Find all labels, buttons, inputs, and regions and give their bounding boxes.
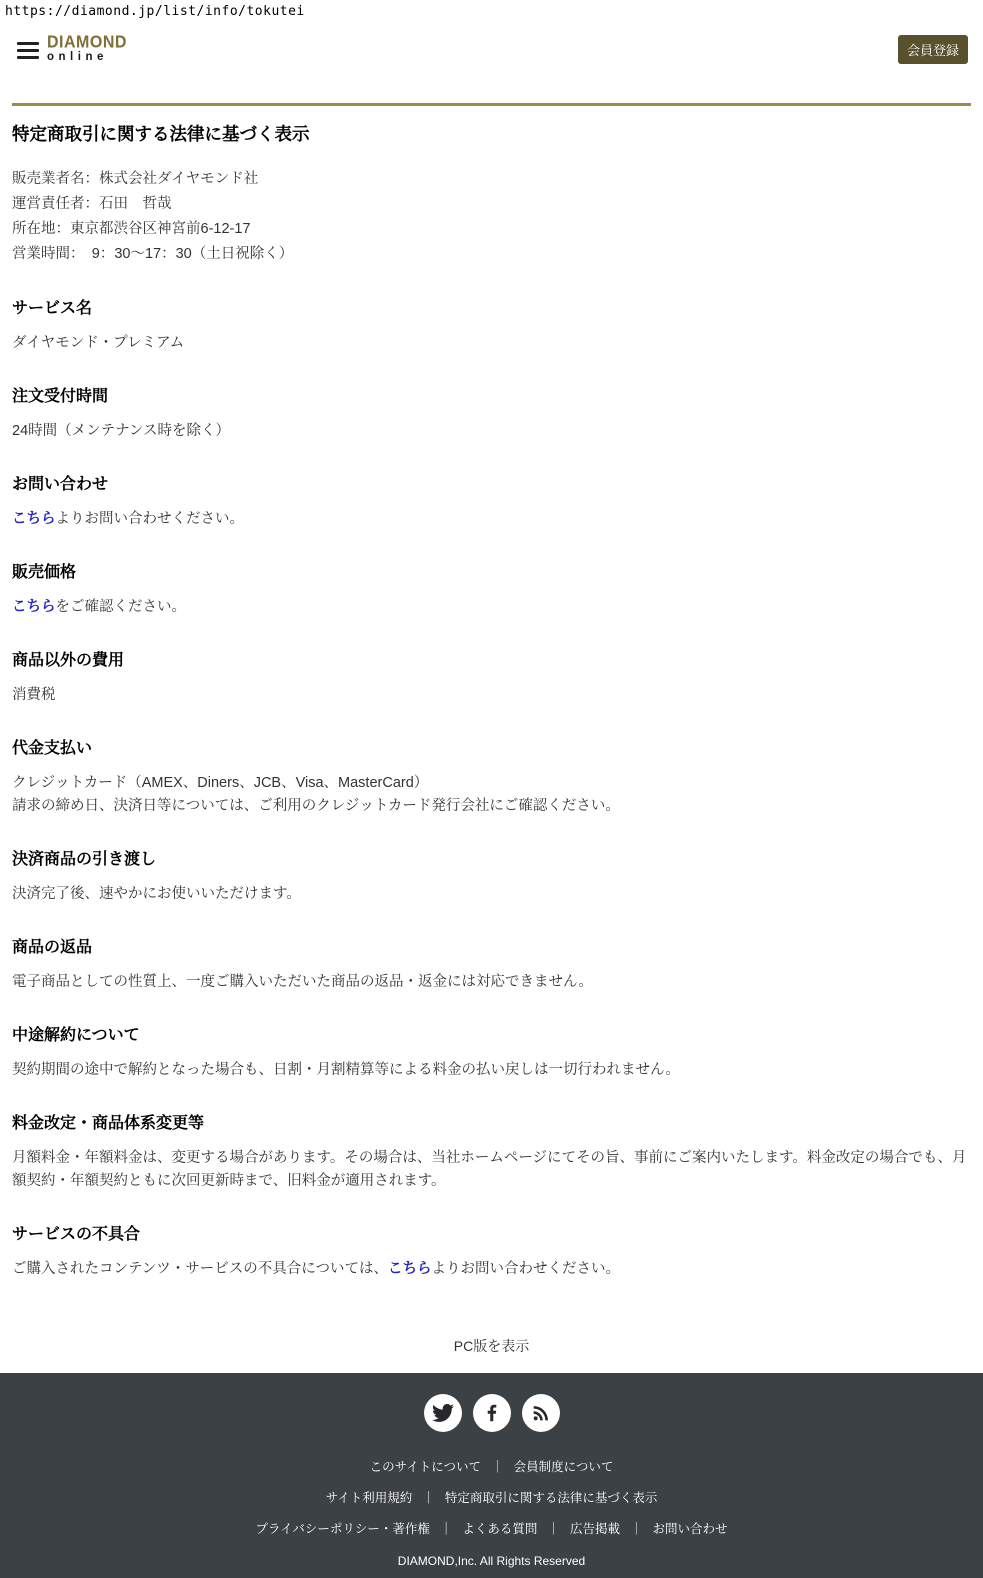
section-body: 消費税 — [12, 687, 56, 703]
footer-separator: ｜ — [491, 1460, 504, 1474]
section-body — [12, 508, 971, 531]
company-info-block — [12, 167, 971, 267]
footer-links-row2 — [0, 1488, 983, 1506]
pc-version-link[interactable]: PC版を表示 — [453, 1338, 530, 1354]
seller-name: 販売業者名：株式会社ダイヤモンド社 — [12, 171, 259, 187]
twitter-icon — [432, 1402, 454, 1424]
section-contact — [12, 471, 971, 531]
social-icons-row — [0, 1394, 983, 1432]
member-register-button[interactable]: 会員登録 — [898, 35, 968, 64]
section-heading: お問い合わせ — [12, 476, 109, 493]
hamburger-menu-icon[interactable] — [17, 38, 39, 63]
footer-separator: ｜ — [547, 1522, 560, 1536]
section-heading: 注文受付時間 — [12, 388, 109, 405]
rss-icon — [530, 1402, 552, 1424]
section-body — [12, 596, 971, 619]
section-extra-fees — [12, 647, 971, 707]
section-heading: 商品以外の費用 — [12, 652, 125, 669]
section-heading: 中途解約について — [12, 1027, 140, 1044]
logo-text-online: online — [47, 51, 108, 64]
diamond-online-logo[interactable] — [47, 35, 127, 64]
footer-separator: ｜ — [439, 1522, 453, 1536]
section-body — [12, 1258, 971, 1281]
section-service-name — [12, 295, 971, 355]
section-heading: 料金改定・商品体系変更等 — [12, 1115, 205, 1132]
section-cancellation — [12, 1022, 971, 1082]
footer-link-contact[interactable]: お問い合わせ — [652, 1522, 728, 1536]
footer-link-tokutei[interactable]: 特定商取引に関する法律に基づく表示 — [444, 1491, 658, 1505]
section-order-hours — [12, 383, 971, 443]
site-footer — [0, 1373, 983, 1578]
footer-links-row3 — [0, 1519, 983, 1537]
footer-separator: ｜ — [422, 1491, 435, 1505]
hamburger-bar — [17, 42, 39, 45]
section-heading: 代金支払い — [12, 740, 93, 757]
footer-link-faq[interactable]: よくある質問 — [462, 1522, 538, 1536]
section-heading: 販売価格 — [12, 564, 77, 581]
section-body — [12, 772, 971, 818]
footer-link-membership[interactable]: 会員制度について — [513, 1460, 614, 1474]
footer-links — [0, 1457, 983, 1537]
facebook-icon — [481, 1402, 503, 1424]
section-payment — [12, 735, 971, 818]
facebook-link[interactable] — [473, 1394, 511, 1432]
logo-text-diamond: DIAMOND — [47, 33, 127, 53]
contact-kochira-link[interactable]: こちら — [12, 511, 56, 527]
gold-divider — [12, 103, 971, 106]
section-body: 電子商品としての性質上、一度ご購入いただいた商品の返品・返金には対応できません。 — [12, 974, 593, 990]
defects-before-text: ご購入されたコンテンツ・サービスの不具合については、 — [12, 1261, 388, 1277]
footer-link-terms[interactable]: サイト利用規約 — [325, 1491, 413, 1505]
section-body: 24時間（メンテナンス時を除く） — [12, 423, 230, 439]
rss-link[interactable] — [522, 1394, 560, 1432]
section-body: 月額料金・年額料金は、変更する場合があります。その場合は、当社ホームページにてその旨、事前にご案内いたします。料金改定の場合でも、月額契約・年額契約ともに次回更新時まで、旧料金が適用されます。 — [12, 1150, 967, 1189]
page-title: 特定商取引に関する法律に基づく表示 — [12, 124, 310, 144]
section-body-text: をご確認ください。 — [55, 599, 186, 615]
price-kochira-link[interactable]: こちら — [12, 599, 56, 615]
section-body: ダイヤモンド・プレミアム — [12, 335, 185, 351]
defects-after-text: よりお問い合わせください。 — [431, 1261, 620, 1277]
section-body-text: よりお問い合わせください。 — [55, 511, 244, 527]
address: 所在地：東京都渋谷区神宮前6-12-17 — [12, 221, 251, 237]
section-heading: サービス名 — [12, 300, 93, 317]
section-price-revision — [12, 1110, 971, 1193]
section-price — [12, 559, 971, 619]
footer-links-row1 — [0, 1457, 983, 1475]
operations-manager: 運営責任者：石田 哲哉 — [12, 196, 172, 212]
section-returns — [12, 934, 971, 994]
section-heading: 商品の返品 — [12, 939, 93, 956]
twitter-link[interactable] — [424, 1394, 462, 1432]
section-defects — [12, 1221, 971, 1281]
section-body: 決済完了後、速やかにお使いいただけます。 — [12, 886, 301, 902]
payment-line2: 請求の締め日、決済日等については、ご利用のクレジットカード発行会社にご確認ください。 — [12, 798, 620, 814]
footer-link-about-site[interactable]: このサイトについて — [369, 1460, 482, 1474]
site-header — [0, 19, 983, 73]
section-delivery — [12, 846, 971, 906]
payment-line1: クレジットカード（AMEX、Diners、JCB、Visa、MasterCard） — [12, 775, 429, 791]
business-hours: 営業時間： 9：30〜17：30（土日祝除く） — [12, 246, 294, 262]
page-url-text: https://diamond.jp/list/info/tokutei — [5, 4, 305, 19]
footer-link-privacy[interactable]: プライバシーポリシー・著作権 — [255, 1522, 430, 1536]
defects-kochira-link[interactable]: こちら — [387, 1261, 432, 1277]
main-content — [0, 121, 983, 1356]
section-heading: サービスの不具合 — [12, 1226, 141, 1243]
section-heading: 決済商品の引き渡し — [12, 851, 157, 868]
hamburger-bar — [17, 56, 39, 59]
footer-separator: ｜ — [629, 1522, 643, 1536]
copyright-text: DIAMOND,Inc. All Rights Reserved — [397, 1554, 586, 1568]
footer-link-advertising[interactable]: 広告掲載 — [569, 1522, 620, 1536]
hamburger-bar — [17, 49, 39, 52]
section-body: 契約期間の途中で解約となった場合も、日割・月割精算等による料金の払い戻しは一切行われません。 — [12, 1062, 680, 1078]
